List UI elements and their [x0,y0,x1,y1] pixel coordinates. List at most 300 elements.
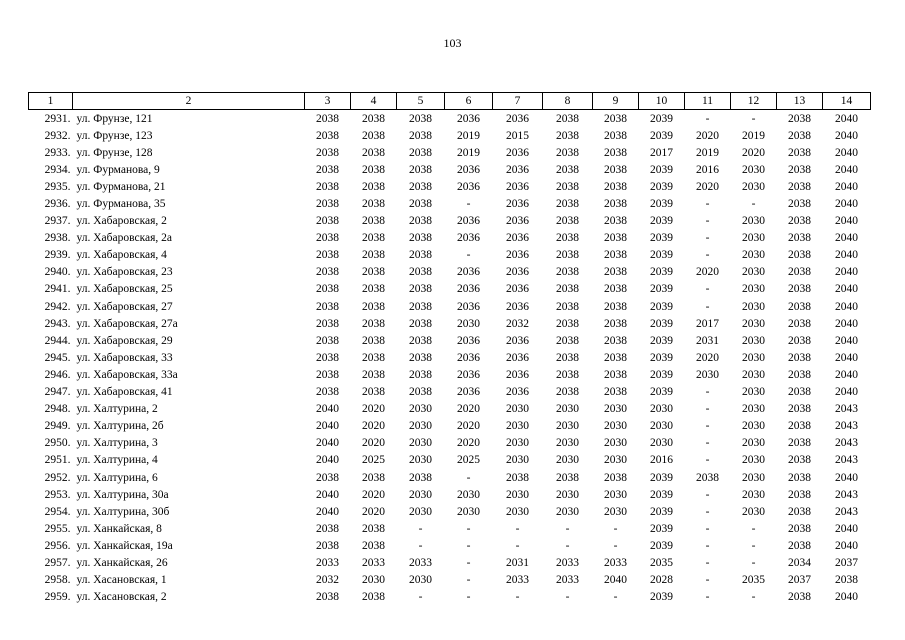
year-cell: 2038 [604,180,627,193]
year-cell: 2039 [650,129,673,142]
row-number-cell: 2943. [44,317,71,330]
year-cell: 2030 [650,403,673,416]
year-cell: 2038 [556,266,579,279]
column-header: 2 [73,93,305,110]
address-cell: ул. Хабаровская, 4 [76,249,167,262]
year-cell: 2040 [316,420,339,433]
year-cell: 2038 [362,386,385,399]
table-row [29,435,871,452]
year-cell: - [705,437,710,450]
year-cell: 2030 [506,420,529,433]
year-cell: 2040 [835,129,858,142]
year-cell: 2038 [409,249,432,262]
year-cell: 2038 [556,129,579,142]
year-cell: 2038 [604,129,627,142]
year-cell: 2036 [457,386,480,399]
row-number-cell: 2946. [44,368,71,381]
table-row [29,486,871,503]
address-cell: ул. Фрунзе, 121 [76,112,153,125]
year-cell: - [751,522,756,535]
address-cell: ул. Ханкайская, 19а [76,539,173,552]
table-row [29,161,871,178]
year-cell: 2020 [362,505,385,518]
year-cell: 2038 [409,300,432,313]
year-cell: 2038 [604,283,627,296]
year-cell: 2038 [788,437,811,450]
year-cell: 2040 [316,488,339,501]
address-cell: ул. Халтурина, 4 [76,454,158,467]
year-cell: 2043 [835,403,858,416]
year-cell: 2038 [788,249,811,262]
column-header: 7 [493,93,543,110]
year-cell: 2039 [650,198,673,211]
year-cell: 2038 [788,591,811,604]
year-cell: 2036 [457,163,480,176]
row-number-cell: 2950. [44,437,71,450]
year-cell: - [705,454,710,467]
year-cell: 2032 [316,574,339,587]
year-cell: 2038 [316,232,339,245]
year-cell: 2038 [604,146,627,159]
year-cell: 2038 [556,249,579,262]
year-cell: 2038 [788,317,811,330]
year-cell: 2030 [604,420,627,433]
year-cell: - [515,522,520,535]
row-number-cell: 2958. [44,574,71,587]
address-cell: ул. Хабаровская, 23 [76,266,173,279]
year-cell: 2038 [362,522,385,535]
year-cell: 2036 [506,215,529,228]
year-cell: - [705,198,710,211]
row-number-cell: 2947. [44,386,71,399]
year-cell: 2030 [409,574,432,587]
year-cell: 2038 [316,591,339,604]
row-number-cell: 2938. [44,232,71,245]
year-cell: 2038 [788,232,811,245]
year-cell: 2038 [788,454,811,467]
year-cell: 2038 [556,386,579,399]
row-number-cell: 2942. [44,300,71,313]
year-cell: 2038 [316,112,339,125]
address-cell: ул. Фурманова, 35 [76,198,166,211]
table-row [29,110,871,128]
year-cell: 2038 [409,112,432,125]
year-cell: 2030 [742,437,765,450]
year-cell: 2038 [788,471,811,484]
year-cell: 2038 [604,471,627,484]
year-cell: 2038 [556,146,579,159]
year-cell: 2038 [788,420,811,433]
year-cell: 2038 [316,266,339,279]
year-cell: 2036 [506,386,529,399]
year-cell: 2035 [650,556,673,569]
year-cell: 2038 [362,180,385,193]
year-cell: 2033 [316,556,339,569]
year-cell: 2020 [696,351,719,364]
year-cell: 2039 [650,266,673,279]
table-row [29,572,871,589]
column-header: 1 [29,93,73,110]
year-cell: 2038 [788,215,811,228]
year-cell: - [466,556,471,569]
year-cell: 2030 [604,403,627,416]
year-cell: 2030 [556,437,579,450]
year-cell: 2039 [650,368,673,381]
year-cell: 2040 [835,232,858,245]
year-cell: 2038 [316,368,339,381]
year-cell: 2038 [556,368,579,381]
address-cell: ул. Халтурина, 2б [76,420,164,433]
year-cell: 2038 [409,129,432,142]
year-cell: 2040 [316,454,339,467]
table-row [29,315,871,332]
year-cell: 2036 [457,351,480,364]
year-cell: 2036 [506,163,529,176]
year-cell: - [751,112,756,125]
year-cell: - [705,522,710,535]
year-cell: 2038 [788,539,811,552]
year-cell: 2036 [506,112,529,125]
table-row [29,247,871,264]
year-cell: 2017 [696,317,719,330]
row-number-cell: 2954. [44,505,71,518]
year-cell: 2038 [409,283,432,296]
year-cell: 2038 [316,334,339,347]
year-cell: 2038 [362,351,385,364]
year-cell: 2036 [457,232,480,245]
year-cell: 2038 [604,300,627,313]
year-cell: 2038 [316,163,339,176]
year-cell: 2039 [650,249,673,262]
year-cell: 2030 [409,454,432,467]
year-cell: 2038 [604,163,627,176]
year-cell: 2038 [316,215,339,228]
year-cell: 2034 [788,556,811,569]
year-cell: - [705,591,710,604]
year-cell: 2030 [696,368,719,381]
year-cell: 2040 [835,334,858,347]
year-cell: 2030 [742,300,765,313]
year-cell: 2036 [506,146,529,159]
year-cell: 2019 [742,129,765,142]
year-cell: 2030 [742,471,765,484]
column-header: 10 [639,93,685,110]
year-cell: 2040 [835,180,858,193]
year-cell: 2038 [316,283,339,296]
year-cell: 2040 [316,403,339,416]
year-cell: 2020 [362,437,385,450]
year-cell: - [466,591,471,604]
year-cell: 2038 [556,471,579,484]
year-cell: 2030 [742,403,765,416]
row-number-cell: 2932. [44,129,71,142]
year-cell: 2032 [506,317,529,330]
year-cell: 2040 [835,300,858,313]
year-cell: 2038 [788,129,811,142]
year-cell: 2038 [604,112,627,125]
year-cell: 2038 [316,522,339,535]
row-number-cell: 2948. [44,403,71,416]
year-cell: 2040 [835,317,858,330]
year-cell: 2036 [457,300,480,313]
year-cell: - [705,574,710,587]
year-cell: 2036 [506,198,529,211]
year-cell: 2040 [835,163,858,176]
address-cell: ул. Халтурина, 30а [76,488,169,501]
column-header: 11 [685,93,731,110]
year-cell: 2030 [604,505,627,518]
year-cell: 2033 [556,556,579,569]
year-cell: 2038 [316,146,339,159]
column-header: 14 [823,93,871,110]
address-cell: ул. Ханкайская, 26 [76,556,168,569]
year-cell: - [466,522,471,535]
year-cell: 2030 [742,334,765,347]
row-number-cell: 2940. [44,266,71,279]
year-cell: 2039 [650,488,673,501]
row-number-cell: 2949. [44,420,71,433]
year-cell: 2020 [457,437,480,450]
address-cell: ул. Халтурина, 2 [76,403,158,416]
year-cell: 2030 [742,420,765,433]
year-cell: - [705,505,710,518]
year-cell: - [466,471,471,484]
year-cell: 2038 [604,232,627,245]
year-cell: 2038 [362,215,385,228]
year-cell: 2025 [457,454,480,467]
year-cell: 2030 [742,163,765,176]
row-number-cell: 2955. [44,522,71,535]
year-cell: 2038 [788,300,811,313]
year-cell: 2038 [362,591,385,604]
year-cell: 2019 [457,129,480,142]
year-cell: 2038 [556,112,579,125]
address-cell: ул. Халтурина, 30б [76,505,170,518]
year-cell: 2038 [409,351,432,364]
year-cell: 2038 [362,249,385,262]
year-cell: 2020 [457,420,480,433]
year-cell: 2040 [835,386,858,399]
year-cell: 2038 [316,386,339,399]
year-cell: 2030 [742,368,765,381]
year-cell: 2043 [835,454,858,467]
address-cell: ул. Хасановская, 1 [76,574,167,587]
year-cell: 2030 [742,283,765,296]
data-table [28,92,871,606]
year-cell: 2038 [556,215,579,228]
year-cell: - [705,300,710,313]
year-cell: 2031 [506,556,529,569]
year-cell: 2040 [835,112,858,125]
year-cell: 2040 [835,539,858,552]
year-cell: - [418,591,423,604]
year-cell: 2030 [409,420,432,433]
year-cell: 2040 [835,283,858,296]
year-cell: 2038 [556,334,579,347]
year-cell: 2038 [788,163,811,176]
year-cell: 2020 [696,266,719,279]
year-cell: - [751,591,756,604]
year-cell: 2030 [604,437,627,450]
year-cell: - [751,539,756,552]
year-cell: - [705,556,710,569]
year-cell: 2017 [650,146,673,159]
year-cell: 2030 [604,454,627,467]
address-cell: ул. Хабаровская, 33а [76,368,178,381]
year-cell: 2039 [650,232,673,245]
table-row [29,384,871,401]
year-cell: 2030 [556,454,579,467]
year-cell: 2040 [835,368,858,381]
address-cell: ул. Фрунзе, 123 [76,129,153,142]
year-cell: - [565,591,570,604]
year-cell: 2038 [556,163,579,176]
year-cell: 2040 [835,591,858,604]
table-row [29,298,871,315]
year-cell: 2040 [835,522,858,535]
year-cell: - [515,591,520,604]
table-row [29,554,871,571]
year-cell: 2038 [409,180,432,193]
year-cell: 2036 [506,334,529,347]
column-header: 6 [445,93,493,110]
year-cell: 2039 [650,215,673,228]
year-cell: 2030 [362,574,385,587]
year-cell: 2038 [788,198,811,211]
year-cell: 2038 [556,300,579,313]
year-cell: 2040 [835,198,858,211]
year-cell: 2028 [650,574,673,587]
year-cell: 2038 [788,112,811,125]
year-cell: - [613,539,618,552]
year-cell: 2030 [742,351,765,364]
year-cell: 2036 [506,283,529,296]
year-cell: 2030 [650,437,673,450]
year-cell: 2020 [742,146,765,159]
year-cell: 2030 [457,488,480,501]
year-cell: 2038 [362,112,385,125]
year-cell: 2038 [604,317,627,330]
year-cell: 2030 [742,505,765,518]
row-number-cell: 2939. [44,249,71,262]
year-cell: - [705,283,710,296]
column-header: 3 [305,93,351,110]
year-cell: 2038 [316,129,339,142]
year-cell: 2038 [362,198,385,211]
year-cell: - [565,522,570,535]
year-cell: 2031 [696,334,719,347]
year-cell: 2038 [316,198,339,211]
year-cell: 2038 [362,334,385,347]
address-cell: ул. Хасановская, 2 [76,591,167,604]
year-cell: 2039 [650,300,673,313]
year-cell: 2030 [506,454,529,467]
year-cell: 2030 [409,505,432,518]
year-cell: 2038 [556,180,579,193]
year-cell: 2040 [835,215,858,228]
year-cell: 2038 [409,215,432,228]
year-cell: - [466,198,471,211]
year-cell: 2038 [409,198,432,211]
year-cell: 2030 [556,420,579,433]
year-cell: 2039 [650,539,673,552]
year-cell: - [705,232,710,245]
table-row [29,178,871,195]
year-cell: - [613,522,618,535]
year-cell: 2040 [835,249,858,262]
year-cell: 2038 [604,266,627,279]
year-cell: 2038 [316,249,339,262]
year-cell: 2038 [362,129,385,142]
year-cell: 2033 [362,556,385,569]
table-body [29,110,871,606]
year-cell: 2038 [788,488,811,501]
year-cell: 2016 [696,163,719,176]
page-number: 103 [443,36,462,50]
year-cell: 2020 [362,403,385,416]
address-cell: ул. Фурманова, 9 [76,163,160,176]
year-cell: 2030 [409,403,432,416]
year-cell: 2038 [604,249,627,262]
year-cell: - [705,488,710,501]
year-cell: 2040 [835,471,858,484]
year-cell: 2035 [742,574,765,587]
year-cell: 2036 [506,266,529,279]
year-cell: 2040 [835,266,858,279]
year-cell: 2015 [506,129,529,142]
year-cell: 2033 [409,556,432,569]
table-row [29,230,871,247]
year-cell: 2036 [457,180,480,193]
year-cell: 2038 [604,386,627,399]
column-header: 13 [777,93,823,110]
year-cell: 2039 [650,334,673,347]
year-cell: 2020 [457,403,480,416]
table-row [29,589,871,606]
year-cell: - [466,574,471,587]
year-cell: 2016 [650,454,673,467]
year-cell: 2040 [316,437,339,450]
year-cell: 2038 [788,403,811,416]
table-row [29,537,871,554]
year-cell: 2038 [835,574,858,587]
year-cell: 2038 [316,471,339,484]
year-cell: 2039 [650,351,673,364]
year-cell: 2019 [457,146,480,159]
year-cell: - [565,539,570,552]
year-cell: 2038 [556,351,579,364]
row-number-cell: 2934. [44,163,71,176]
year-cell: 2036 [506,180,529,193]
year-cell: 2038 [556,317,579,330]
year-cell: 2036 [506,368,529,381]
year-cell: 2030 [556,505,579,518]
year-cell: 2038 [362,266,385,279]
row-number-cell: 2937. [44,215,71,228]
year-cell: 2043 [835,437,858,450]
year-cell: 2038 [362,283,385,296]
year-cell: 2040 [835,146,858,159]
year-cell: - [705,539,710,552]
year-cell: 2038 [788,146,811,159]
year-cell: 2038 [788,505,811,518]
table-row [29,520,871,537]
year-cell: 2038 [556,198,579,211]
year-cell: 2040 [316,505,339,518]
year-cell: 2039 [650,505,673,518]
year-cell: - [613,591,618,604]
year-cell: 2038 [788,334,811,347]
